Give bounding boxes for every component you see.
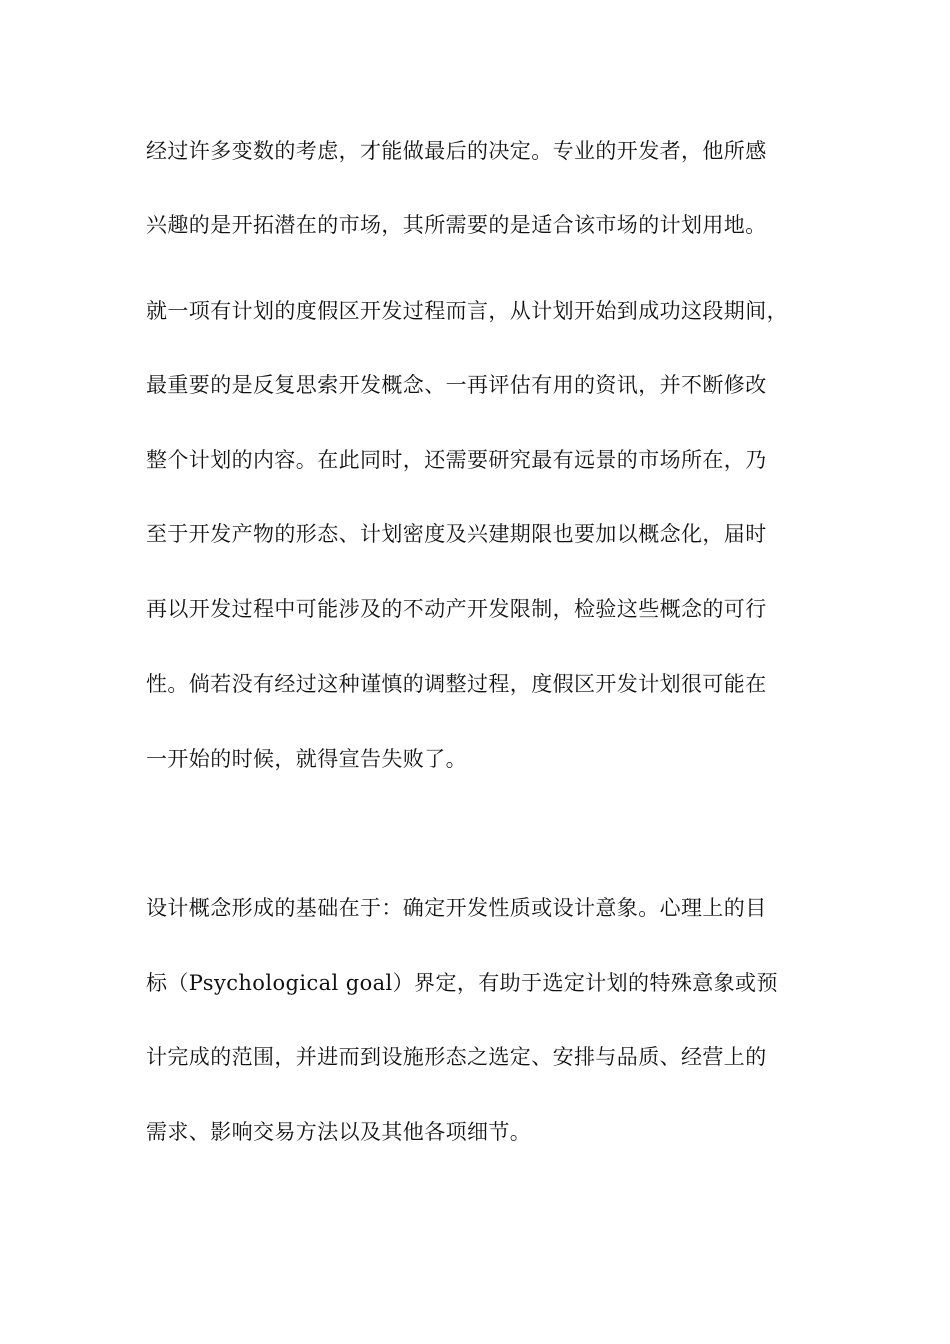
text-line: 再以开发过程中可能涉及的不动产开发限制，检验这些概念的可行 <box>146 597 767 621</box>
text-line: 至于开发产物的形态、计划密度及兴建期限也要加以概念化，届时 <box>146 522 767 546</box>
text-line: 经过许多变数的考虑，才能做最后的决定。专业的开发者，他所感 <box>146 139 767 163</box>
text-line: 兴趣的是开拓潜在的市场，其所需要的是适合该市场的计划用地。 <box>146 213 767 237</box>
text-line: 标（Psychological goal）界定，有助于选定计划的特殊意象或预 <box>146 971 778 995</box>
text-line: 整个计划的内容。在此同时，还需要研究最有远景的市场所在，乃 <box>146 448 767 472</box>
text-line: 设计概念形成的基础在于：确定开发性质或设计意象。心理上的目 <box>146 896 767 920</box>
text-line: 性。倘若没有经过这种谨慎的调整过程，度假区开发计划很可能在 <box>146 672 767 696</box>
text-line: 就一项有计划的度假区开发过程而言，从计划开始到成功这段期间， <box>146 299 788 323</box>
text-line: 最重要的是反复思索开发概念、一再评估有用的资讯，并不断修改 <box>146 373 767 397</box>
text-line: 需求、影响交易方法以及其他各项细节。 <box>146 1120 532 1144</box>
text-line: 计完成的范围，并进而到设施形态之选定、安排与品质、经营上的 <box>146 1045 767 1069</box>
text-line: 一开始的时候，就得宣告失败了。 <box>146 747 467 771</box>
